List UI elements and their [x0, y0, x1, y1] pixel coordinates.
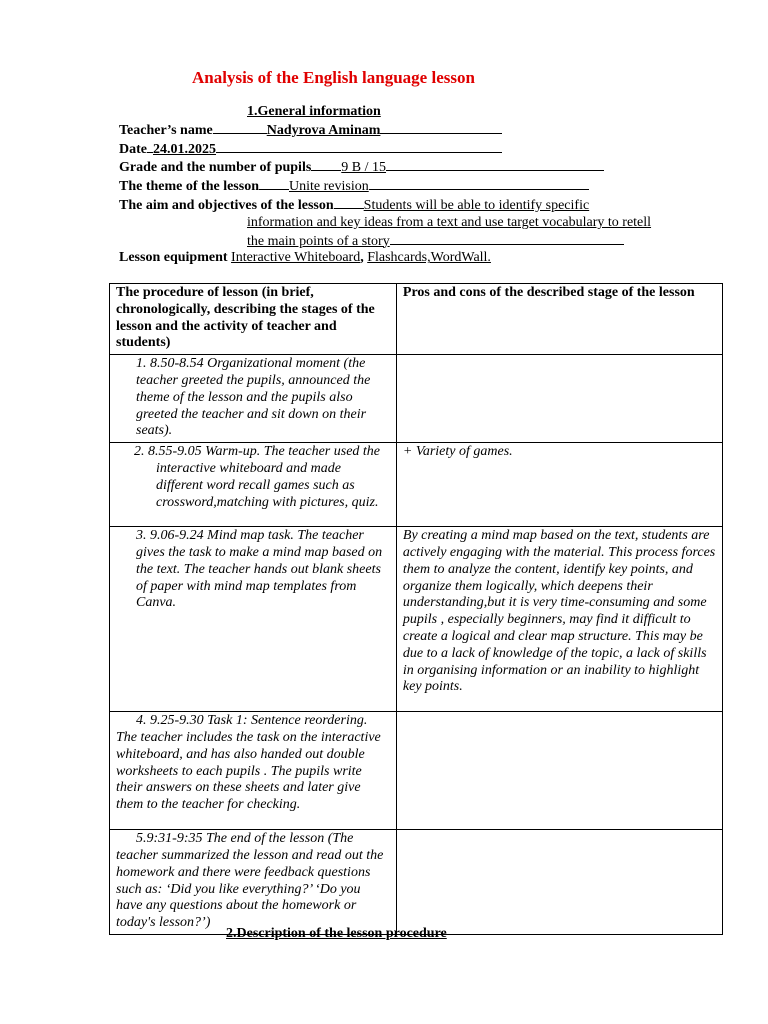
aim-line-2: information and key ideas from a text and use target vocabulary to retell — [247, 214, 652, 230]
lesson-procedure-table — [109, 283, 723, 935]
document-title: Analysis of the English language lesson — [192, 68, 475, 87]
aim-row-2 — [119, 215, 719, 232]
equipment-item-1: Interactive Whiteboard — [231, 250, 361, 266]
procedure-text-4: 4. 9.25-9.30 Task 1: Sentence reordering. The teacher includes the task on the interactive whiteboard, and has also handed out double worksheets to each pupils . The pupils write their answers on these sheets and later give them to the teacher for checking. — [116, 713, 381, 813]
general-information — [119, 104, 719, 267]
pros-cons-cell: + Variety of games. — [396, 443, 722, 527]
procedure-text-3: 3. 9.06-9.24 Mind map task. The teacher gives the task to make a mind map based on the text. The teacher hands out blank sheets of paper with mind map templates from Canva. — [136, 528, 383, 611]
pros-cons-cell — [396, 712, 722, 830]
aim-row — [119, 196, 719, 215]
table-header-procedure: The procedure of lesson (in brief, chronologically, describing the stages of the lesson and the activity of teacher and students) — [110, 284, 397, 355]
pros-cons-cell — [396, 355, 722, 443]
equipment-separator: , — [360, 250, 364, 266]
procedure-cell — [110, 355, 397, 443]
grade-label: Grade and the number of pupils — [119, 160, 312, 176]
aim-row-3 — [119, 232, 719, 251]
theme-row — [119, 177, 719, 196]
table-row — [110, 527, 723, 712]
teacher-name-label: Teacher’s name — [119, 122, 213, 138]
procedure-cell — [110, 443, 397, 527]
table-row — [110, 830, 723, 935]
procedure-cell — [110, 830, 397, 935]
table-header-pros-cons: Pros and cons of the described stage of the lesson — [396, 284, 722, 355]
teacher-name-row — [119, 121, 719, 140]
table-row — [110, 443, 723, 527]
date-label: Date — [119, 141, 147, 157]
aim-line-3: the main points of a story — [247, 233, 390, 249]
procedure-cell — [110, 527, 397, 712]
theme-label: The theme of the lesson — [119, 179, 259, 195]
table-header-row — [110, 284, 723, 355]
procedure-text-1: 1. 8.50-8.54 Organizational moment (the teacher greeted the pupils, announced the theme of the lesson and the pupils also greeted the teacher and sit down on their seats). — [136, 356, 371, 439]
general-information-heading: 1.General information — [247, 104, 381, 119]
date-row — [119, 140, 719, 159]
section-heading-description: 2.Description of the lesson procedure — [226, 926, 447, 941]
pros-cons-cell — [396, 830, 722, 935]
procedure-text-2: 2. 8.55-9.05 Warm-up. The teacher used the interactive whiteboard and made different word recall games such as crossword,matching with pictures, quiz. — [134, 444, 381, 510]
teacher-name-value: Nadyrova Aminam — [266, 122, 381, 138]
table-row — [110, 712, 723, 830]
grade-row — [119, 158, 719, 177]
equipment-row — [119, 250, 719, 267]
procedure-cell — [110, 712, 397, 830]
pros-cons-cell: By creating a mind map based on the text, students are actively engaging with the material. This process forces them to analyze the content, identify key points, and organize them logically, which deepens their understanding,but it is very time-consuming and some pupils , especially beginners, may find it difficult to create a logical and clear map structure. This may be due to a lack of knowledge of the topic, a lack of skills in organising information or an inability to highlight key points. — [396, 527, 722, 712]
equipment-label: Lesson equipment — [119, 250, 228, 266]
date-value: 24.01.2025 — [153, 141, 216, 157]
equipment-item-2: Flashcards,WordWall. — [367, 250, 491, 266]
grade-value: 9 B / 15 — [341, 160, 387, 176]
table-row — [110, 355, 723, 443]
aim-line-1: Students will be able to identify specific — [363, 197, 590, 213]
aim-label: The aim and objectives of the lesson — [119, 197, 334, 213]
theme-value: Unite revision — [289, 179, 369, 195]
procedure-text-5: 5.9:31-9:35 The end of the lesson (The teacher summarized the lesson and read out the homework and there were feedback questions such as: ‘Did you like everything?’ ‘Do you have any questions about the homework or today's lesson?’) — [116, 831, 384, 931]
